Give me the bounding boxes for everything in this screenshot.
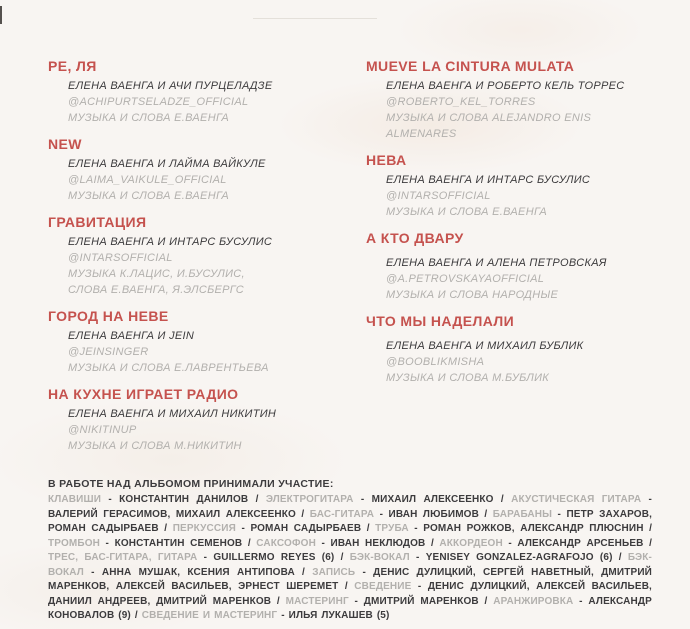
track-details xyxy=(366,172,656,220)
tracklist-left-column xyxy=(48,59,366,465)
instagram-handle: @ROBERTO_KEL_TORRES xyxy=(386,96,536,108)
track-title: НА КУХНЕ ИГРАЕТ РАДИО xyxy=(48,386,239,402)
credit-names: GUILLERMO REYES (6) xyxy=(213,552,335,563)
track-artists: ЕЛЕНА ВАЕНГА И АЛЕНА ПЕТРОВСКАЯ xyxy=(386,257,607,269)
track-entry-gravitatsiya xyxy=(48,215,366,298)
scan-edge-mark xyxy=(0,6,2,24)
track-title: А КТО ДВАРУ xyxy=(366,230,464,246)
track-title: NEW xyxy=(48,136,82,152)
track-artists: ЕЛЕНА ВАЕНГА И АЧИ ПУРЦЕЛАДЗЕ xyxy=(68,80,273,92)
music-credit: МУЗЫКА И СЛОВА Е.ВАЕНГА xyxy=(68,190,230,202)
credit-names: ИЛЬЯ ЛУКАШЕВ (5) xyxy=(288,610,390,621)
music-credit: МУЗЫКА К.ЛАЦИС, И.БУСУЛИС, xyxy=(68,268,245,280)
track-artists: ЕЛЕНА ВАЕНГА И ИНТАРС БУСУЛИС xyxy=(386,174,591,186)
credit-names: ИВАН ЛЮБИМОВ xyxy=(388,508,479,520)
track-artists: ЕЛЕНА ВАЕНГА И ЛАЙМА ВАЙКУЛЕ xyxy=(68,158,266,170)
credit-role: СВЕДЕНИЕ xyxy=(354,581,412,592)
instagram-handle: @INTARSOFFICIAL xyxy=(386,190,491,202)
track-entry-gorod-na-neve xyxy=(48,309,366,376)
track-title: MUEVE LA CINTURA MULATA xyxy=(366,58,575,74)
credit-names: РОМАН РОЖКОВ, АЛЕКСАНДР ПЛЮСНИН xyxy=(423,523,644,534)
credit-names: ИВАН НЕКЛЮДОВ xyxy=(330,537,426,549)
credit-names: АННА МУШАК, КСЕНИЯ АНТИПОВА xyxy=(101,566,295,578)
instagram-handle: @BOOBLIKMISHA xyxy=(386,356,485,368)
track-details xyxy=(48,78,366,126)
credit-names: АЛЕКСАНДР КОНОВАЛОВ (9) xyxy=(48,595,652,621)
credit-names: КОНСТАНТИН СЕМЕНОВ xyxy=(114,537,243,549)
credit-names: МИХАИЛ АЛЕКСЕЕНКО xyxy=(371,494,494,505)
track-title: ЧТО МЫ НАДЕЛАЛИ xyxy=(366,313,515,329)
track-details xyxy=(366,78,656,142)
credit-role: АКУСТИЧЕСКАЯ ГИТАРА xyxy=(511,494,642,505)
credit-names: YENISEY GONZALEZ-AGRAFOJO (6) xyxy=(425,552,613,563)
instagram-handle: @NIKITINUP xyxy=(68,424,137,436)
credit-role: ТРОМБОН xyxy=(48,537,100,549)
track-details xyxy=(366,338,656,386)
track-details xyxy=(366,255,656,303)
credit-role: СВЕДЕНИЕ И МАСТЕРИНГ xyxy=(141,610,278,621)
scan-artifact-line xyxy=(253,18,377,19)
track-title: ГОРОД НА НЕВЕ xyxy=(48,308,169,324)
credit-names: ДЕНИС ДУЛИЦКИЙ, АЛЕКСЕЙ ВАСИЛЬЕВ, ДАНИИЛ АНДРЕЕВ, ДМИТРИЙ МАРЕНКОВ xyxy=(48,581,652,607)
instagram-handle: @LAIMA_VAIKULE_OFFICIAL xyxy=(68,174,227,186)
music-credit-line2: СЛОВА Е.ВАЕНГА, Я.ЭЛСБЕРГС xyxy=(68,284,244,296)
credit-role: АККОРДЕОН xyxy=(439,537,503,549)
credit-role: БАС-ГИТАРА xyxy=(309,508,375,520)
participants-credits-text: КЛАВИШИ - КОНСТАНТИН ДАНИЛОВ / ЭЛЕКТРОГИТАРА - МИХАИЛ АЛЕКСЕЕНКО / АКУСТИЧЕСКАЯ ГИТАРА - ВАЛЕРИЙ ГЕРАСИМОВ, МИХАИЛ АЛЕКСЕЕНКО / БАС-ГИТАРА - ИВАН ЛЮБИМОВ / БАРАБАНЫ - ПЕТР ЗАХАРОВ, РОМАН САДЫРБАЕВ / ПЕРКУССИЯ - РОМАН САДЫРБАЕВ / ТРУБА - РОМАН РОЖКОВ, АЛЕКСАНДР ПЛЮСНИН / ТРОМБОН - КОНСТАНТИН СЕМЕНОВ / САКСОФОН - ИВАН НЕКЛЮДОВ / АККОРДЕОН - АЛЕКСАНДР АРСЕНЬЕВ / ТРЕС, БАС-ГИТАРА, ГИТАРА - GUILLERMO REYES (6) / БЭК-ВОКАЛ - YENISEY GONZALEZ-AGRAFOJO (6) / БЭК-ВОКАЛ - АННА МУШАК, КСЕНИЯ АНТИПОВА / ЗАПИСЬ - ДЕНИС ДУЛИЦКИЙ, СЕРГЕЙ НАВЕТНЫЙ, ДМИТРИЙ МАРЕНКОВ, АЛЕКСЕЙ ВАСИЛЬЕВ, ЭРНЕСТ ШЕРЕМЕТ / СВЕДЕНИЕ - ДЕНИС ДУЛИЦКИЙ, АЛЕКСЕЙ ВАСИЛЬЕВ, ДАНИИЛ АНДРЕЕВ, ДМИТРИЙ МАРЕНКОВ / МАСТЕРИНГ - ДМИТРИЙ МАРЕНКОВ / АРАНЖИРОВКА - АЛЕКСАНДР КОНОВАЛОВ (9) / СВЕДЕНИЕ И МАСТЕРИНГ - ИЛЬЯ ЛУКАШЕВ (5) xyxy=(48,494,653,621)
music-credit: МУЗЫКА И СЛОВА М.НИКИТИН xyxy=(68,440,242,452)
track-entry-a-kto-dvaru xyxy=(366,231,656,303)
track-details xyxy=(48,406,366,454)
track-artists: ЕЛЕНА ВАЕНГА И JEIN xyxy=(68,330,195,342)
track-details xyxy=(48,156,366,204)
track-entry-neva xyxy=(366,153,656,220)
credit-role: АРАНЖИРОВКА xyxy=(493,595,574,607)
participants-heading: В РАБОТЕ НАД АЛЬБОМОМ ПРИНИМАЛИ УЧАСТИЕ: xyxy=(48,478,334,490)
track-entry-mueve-la-cintura-mulata xyxy=(366,59,656,142)
tracklist xyxy=(48,59,656,465)
credit-names: КОНСТАНТИН ДАНИЛОВ xyxy=(119,494,249,505)
credit-role: ТРЕС, БАС-ГИТАРА, ГИТАРА xyxy=(48,552,198,563)
credit-role: ПЕРКУССИЯ xyxy=(172,523,236,534)
credit-role: КЛАВИШИ xyxy=(48,494,102,505)
credit-role: БЭК-ВОКАЛ xyxy=(349,552,410,563)
music-credit: МУЗЫКА И СЛОВА ALEJANDRO ENIS ALMENARES xyxy=(386,112,592,140)
credit-role: САКСОФОН xyxy=(256,537,316,549)
credit-names: АЛЕКСАНДР АРСЕНЬЕВ xyxy=(517,537,644,549)
track-entry-na-kuhne-igraet-radio xyxy=(48,387,366,454)
track-title: НЕВА xyxy=(366,152,407,168)
credit-role: ТРУБА xyxy=(375,523,409,534)
credit-role: БАРАБАНЫ xyxy=(492,508,553,520)
credit-role: МАСТЕРИНГ xyxy=(285,595,349,607)
track-details xyxy=(48,234,366,298)
credit-names: ДМИТРИЙ МАРЕНКОВ xyxy=(363,595,479,607)
instagram-handle: @JEINSINGER xyxy=(68,346,149,358)
track-artists: ЕЛЕНА ВАЕНГА И ИНТАРС БУСУЛИС xyxy=(68,236,273,248)
track-entry-chto-my-nadelali xyxy=(366,314,656,386)
music-credit: МУЗЫКА И СЛОВА Е.ВАЕНГА xyxy=(386,206,548,218)
track-artists: ЕЛЕНА ВАЕНГА И МИХАИЛ БУБЛИК xyxy=(386,340,584,352)
music-credit: МУЗЫКА И СЛОВА НАРОДНЫЕ xyxy=(386,289,559,301)
instagram-handle: @INTARSOFFICIAL xyxy=(68,252,173,264)
credit-names: ВАЛЕРИЙ ГЕРАСИМОВ, МИХАИЛ АЛЕКСЕЕНКО xyxy=(48,508,296,520)
credit-names: ДЕНИС ДУЛИЦКИЙ, СЕРГЕЙ НАВЕТНЫЙ, ДМИТРИЙ МАРЕНКОВ, АЛЕКСЕЙ ВАСИЛЬЕВ, ЭРНЕСТ ШЕРЕМЕТ xyxy=(48,566,653,592)
track-entry-new xyxy=(48,137,366,204)
credit-names: РОМАН САДЫРБАЕВ xyxy=(250,523,362,534)
credit-role: БЭК-ВОКАЛ xyxy=(48,552,652,578)
track-details xyxy=(48,328,366,376)
instagram-handle: @A.PETROVSKAYAOFFICIAL xyxy=(386,273,545,285)
participants-section xyxy=(48,478,652,624)
track-title: ГРАВИТАЦИЯ xyxy=(48,214,147,230)
credit-names: ПЕТР ЗАХАРОВ, РОМАН САДЫРБАЕВ xyxy=(48,508,653,534)
track-artists: ЕЛЕНА ВАЕНГА И МИХАИЛ НИКИТИН xyxy=(68,408,277,420)
track-title: РЕ, ЛЯ xyxy=(48,58,97,74)
tracklist-right-column xyxy=(366,59,656,465)
credit-role: ЭЛЕКТРОГИТАРА xyxy=(265,494,354,505)
music-credit: МУЗЫКА И СЛОВА Е.ЛАВРЕНТЬЕВА xyxy=(68,362,269,374)
instagram-handle: @ACHIPURTSELADZE_OFFICIAL xyxy=(68,96,249,108)
music-credit: МУЗЫКА И СЛОВА М.БУБЛИК xyxy=(386,372,550,384)
track-artists: ЕЛЕНА ВАЕНГА И РОБЕРТО КЕЛЬ ТОРРЕС xyxy=(386,80,625,92)
music-credit: МУЗЫКА И СЛОВА Е.ВАЕНГА xyxy=(68,112,230,124)
track-entry-re-lya xyxy=(48,59,366,126)
credit-role: ЗАПИСЬ xyxy=(312,566,356,578)
